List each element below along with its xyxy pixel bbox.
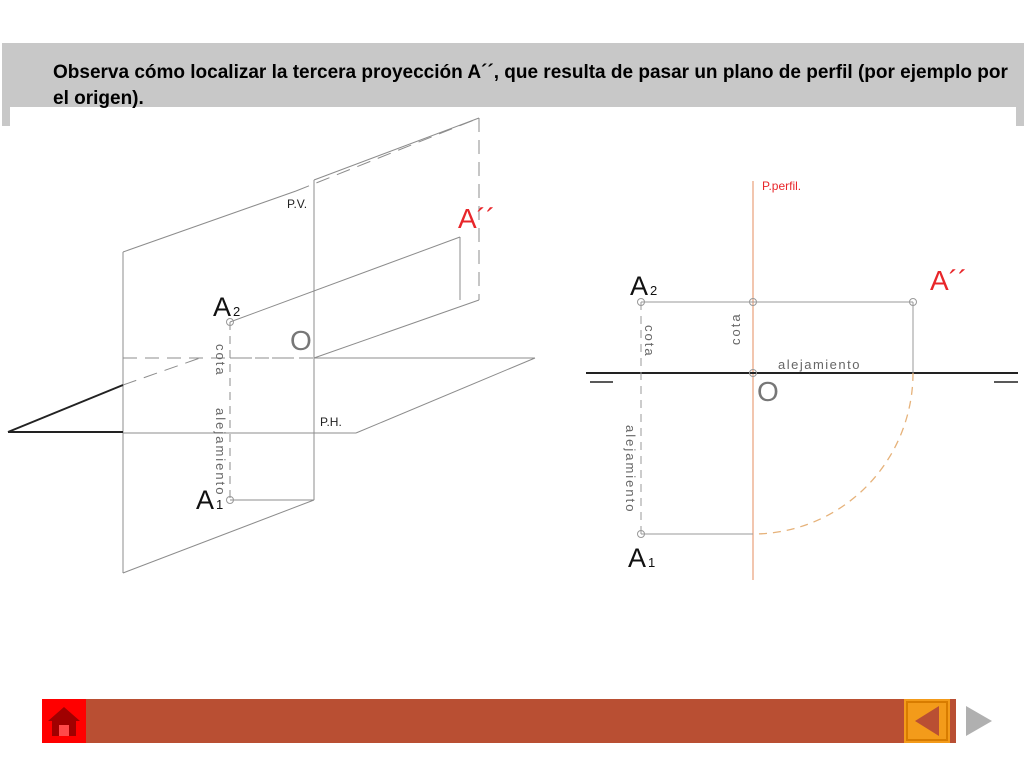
pv-top-edge (123, 191, 296, 252)
a2-left-sub: 2 (233, 304, 241, 319)
home-button[interactable] (42, 699, 86, 743)
right-diagram (586, 181, 1018, 580)
a1-right: A (628, 543, 647, 573)
perfil-label: P.perfil. (762, 179, 802, 193)
a-double-prime-left: A´´ (458, 203, 496, 234)
cota-center-right: cota (728, 312, 743, 345)
arrow-right-icon (956, 699, 1002, 743)
pv-top-edge-dashed (296, 118, 479, 191)
left-diagram (8, 118, 535, 573)
ground-line-ext (8, 385, 123, 432)
a-double-prime-right: A´´ (930, 265, 968, 296)
alejamiento-horizontal: alejamiento (778, 357, 861, 372)
arrow-left-icon (904, 699, 950, 743)
alejamiento-vertical: alejamiento (623, 425, 638, 514)
origin-left: O (290, 325, 312, 356)
ph-label: P.H. (320, 415, 342, 429)
a2-right-sub: 2 (650, 283, 658, 298)
right-labels (623, 179, 967, 573)
previous-button[interactable] (904, 699, 950, 743)
next-button[interactable] (956, 699, 1002, 743)
a1-left-sub: 1 (216, 497, 224, 512)
a1-left: A (196, 485, 215, 515)
home-icon (42, 699, 86, 743)
origin-right: O (757, 376, 779, 407)
cota-left: cota (213, 344, 228, 377)
pv-inner-top (314, 118, 479, 180)
caption-text: Observa cómo localizar la tercera proyección A´´, que resulta de pasar un plano de perfil (por ejemplo por el origen). (53, 62, 1008, 109)
cota-left-right: cota (642, 325, 657, 358)
ph-left-dashed (123, 358, 200, 385)
profile-top (230, 237, 460, 322)
a2-right: A (630, 271, 649, 301)
a2-left: A (213, 292, 232, 322)
profile-bottom (314, 300, 479, 358)
footer-bar (42, 699, 956, 743)
ph-right-edge (356, 358, 535, 433)
alejamiento-left: alejamiento (213, 408, 228, 497)
pv-label: P.V. (287, 197, 308, 211)
a1-right-sub: 1 (648, 555, 656, 570)
left-labels (196, 197, 495, 515)
